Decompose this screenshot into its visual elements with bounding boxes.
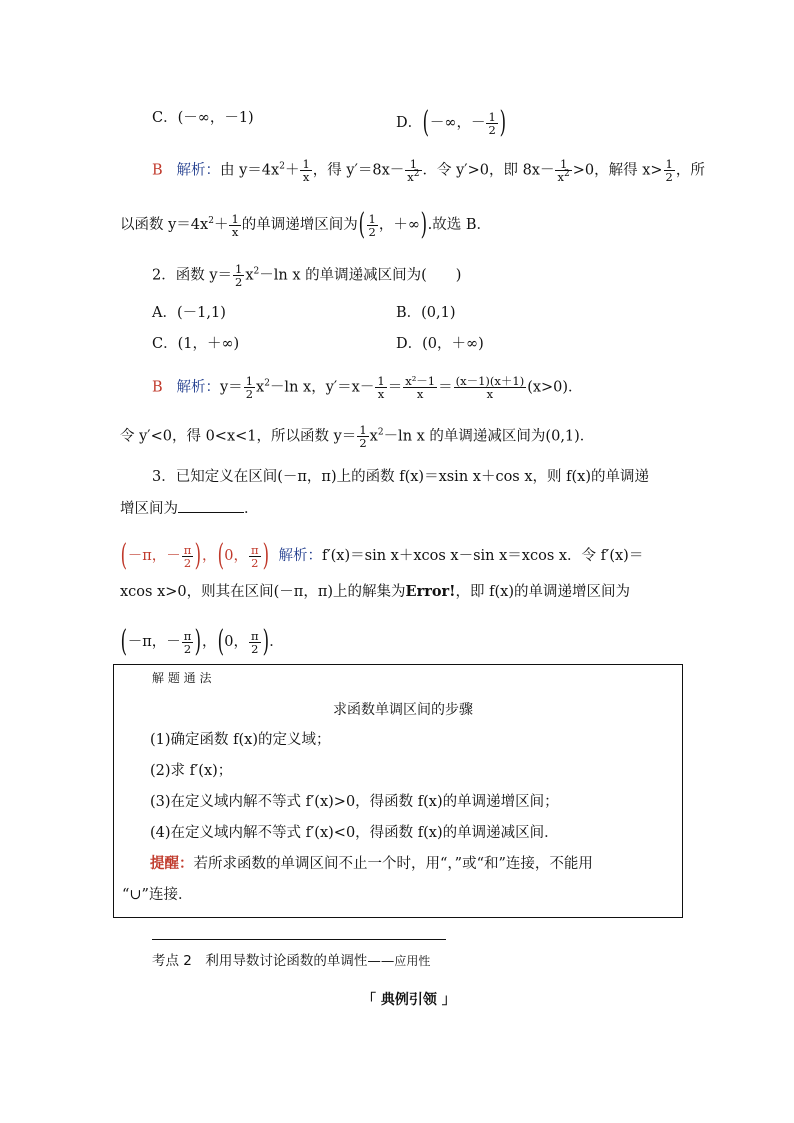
q1-option-c: C．(－∞，－1)	[152, 110, 254, 126]
q2-option-a: A．(－1,1)	[152, 305, 226, 321]
fraction-factored-over-x	[454, 375, 527, 400]
fraction-half	[244, 375, 255, 400]
right-paren: )	[262, 624, 269, 659]
numerator: 1	[555, 158, 571, 171]
numerator: 1	[302, 157, 310, 171]
q2-option-c: C．(1，＋∞)	[152, 336, 240, 352]
error-text: Error!	[405, 583, 456, 600]
text: ＝	[438, 379, 453, 396]
jiexi-label: 解析：	[278, 548, 322, 564]
box-tip-line1	[150, 854, 593, 874]
text: －ln x 的单调递减区间为(0,1)．	[383, 428, 595, 445]
fraction-1-over-x	[229, 213, 240, 238]
numerator: 1	[359, 423, 367, 437]
fraction-pi-over-2	[182, 630, 194, 655]
fraction-1-over-x2	[555, 158, 571, 183]
q3-solution-line2	[120, 582, 630, 602]
numerator: 1	[665, 157, 673, 171]
right-paren: )	[194, 624, 202, 659]
denominator: x	[231, 224, 239, 239]
right-paren: )	[499, 105, 506, 140]
tip-label: 提醒：	[150, 855, 194, 872]
fraction-1-over-x2	[405, 158, 421, 183]
text: ，	[202, 634, 217, 650]
right-paren: )	[262, 538, 269, 573]
fraction-half	[357, 424, 368, 449]
q2-stem	[152, 263, 461, 288]
denominator	[555, 171, 571, 183]
text: xcos x>0，则其在区间(－π，π)上的解集为	[120, 584, 406, 600]
numerator: π	[250, 542, 259, 557]
numerator: (x－1)(x＋1)	[455, 374, 525, 388]
numerator: 1	[231, 211, 239, 226]
box-step-3: (3)在定义域内解不等式 f′(x)>0，得函数 f(x)的单调递增区间；	[150, 794, 559, 810]
q1-solution-line2: 以函数 $y=4x^2+$ $\frac{1}{x}$ 的单调递增区间为( $\frac{1}{2}$ ，＋∞).故选 B．	[120, 207, 492, 242]
q3-solution-line3	[120, 624, 284, 659]
q2-option-d: D．(0，＋∞)	[396, 336, 484, 352]
superscript: 2	[377, 427, 384, 438]
left-paren: (	[120, 538, 128, 573]
text: 故选 B．	[432, 217, 492, 233]
kaodian-heading	[152, 951, 430, 971]
text: >0，解得 x>	[572, 162, 663, 179]
numerator: 1	[368, 211, 376, 226]
fraction-half	[486, 111, 497, 136]
answer-blank	[178, 498, 244, 513]
fraction-pi-over-2	[249, 630, 261, 655]
box-step-4: (4)在定义域内解不等式 f′(x)<0，得函数 f(x)的单调递减区间．	[150, 825, 559, 841]
box-step-1: (1)确定函数 f(x)的定义域；	[150, 732, 331, 748]
divider	[152, 939, 446, 940]
text: ．	[269, 634, 284, 650]
text: ＋	[284, 162, 300, 179]
text: ，	[202, 548, 217, 564]
text: 若所求函数的单调区间不止一个时，用“，”或“和”连接，不能用	[193, 856, 593, 872]
numerator: 1	[377, 374, 385, 388]
text: ，所	[675, 162, 705, 179]
var: x	[407, 170, 414, 184]
superscript: 2	[279, 161, 285, 172]
text: －π，－	[127, 634, 181, 650]
superscript: 2	[413, 169, 420, 180]
numerator: π	[250, 628, 259, 643]
box-title: 求函数单调区间的步骤	[333, 702, 473, 718]
box-tip-line2: “∪”连接．	[122, 887, 193, 903]
superscript: 2	[264, 378, 270, 389]
text: ＝	[387, 379, 403, 396]
q3-stem-line2	[120, 498, 259, 519]
q3-solution-line1	[120, 538, 644, 573]
q3-answer	[120, 538, 269, 573]
denominator: x	[302, 170, 310, 184]
interval-text: －∞，－	[429, 115, 486, 131]
box-step-2: (2)求 f′(x)；	[150, 763, 233, 779]
fraction-1-over-x	[300, 158, 311, 183]
box-tag: 解 题 通 法	[152, 671, 212, 685]
numerator: 1	[488, 109, 496, 124]
denominator: x	[377, 387, 385, 401]
left-paren: (	[217, 538, 224, 573]
fraction-half	[233, 263, 244, 288]
numerator: 1	[235, 262, 243, 276]
text: 令 y′>0，即 8x－	[437, 162, 555, 179]
answer-letter: B	[152, 379, 163, 396]
fraction-1-over-x	[375, 375, 386, 400]
answer-letter: B	[152, 162, 163, 179]
tag: 应用性	[394, 954, 431, 968]
q1-option-d	[396, 105, 507, 140]
q2-solution-line1: B 解析：y＝ $\frac{1}{2}$ $x^2-\ln$ x，y′＝x－ $\frac{1}{x}$ ＝ $\frac{\text{x²－1}}{x}$ ＝ $\frac{(x-1)(x+1)}{x}$ (x>0)．	[152, 374, 583, 401]
text: y＝	[219, 379, 243, 396]
denominator: 2	[251, 555, 259, 570]
superscript: 2	[563, 169, 570, 180]
dianli-heading: 「 典例引领 」	[362, 992, 456, 1008]
text: f′(x)＝sin x＋xcos x－sin x＝xcos x．令 f′(x)＝	[321, 548, 644, 564]
text: －ln x，y′＝x－	[269, 379, 375, 396]
text: 由 y＝4x	[219, 162, 280, 179]
q2-solution-line2: 令 y′<0，得 0<x<1，所以函数 y＝ $\frac{1}{2}$ $x^2-\ln$ x 的单调递减区间为(0,1)．	[120, 423, 595, 450]
text: 0，	[224, 548, 248, 564]
text: －π，－	[127, 548, 181, 564]
var: x	[245, 267, 254, 284]
denominator: x	[486, 387, 494, 401]
text: ，即 f(x)的单调递增区间为	[455, 584, 630, 600]
right-paren: )	[194, 538, 202, 573]
numerator: 1	[405, 158, 421, 171]
denominator: 2	[488, 122, 496, 137]
superscript: 2	[253, 266, 260, 277]
denominator: 2	[368, 224, 376, 239]
text: 增区间为	[120, 501, 178, 517]
denominator	[405, 171, 421, 183]
q2-option-b: B．(0,1)	[396, 305, 456, 321]
left-paren: (	[422, 105, 430, 140]
text: 2．函数 y＝	[152, 267, 233, 284]
text: －ln x 的单调递减区间为( )	[259, 267, 462, 284]
left-paren: (	[358, 207, 365, 242]
text: 以函数 y＝4x	[120, 217, 209, 233]
denominator: 2	[183, 641, 192, 656]
superscript: 2	[208, 216, 214, 227]
var: x	[557, 170, 564, 184]
denominator: 2	[245, 387, 254, 401]
text: ，＋∞	[378, 217, 420, 233]
text: ．	[244, 501, 259, 517]
right-paren: )	[420, 207, 428, 242]
denominator: 2	[251, 641, 259, 656]
q1-solution-line1: B 解析：由 $y=4x^2+$ $\frac{1}{x}$ ，得 y′＝8x－ $\frac{1}{x^2}$ ．令 y′>0，即 8x－ $\frac{1}{x^2}$ >0，解得 x> $\frac{1}{2}$ ，所	[152, 157, 705, 184]
jiexi-label: 解析：	[176, 162, 220, 179]
jiexi-label: 解析：	[176, 379, 220, 396]
option-d-label: D．	[396, 115, 423, 131]
numerator: π	[183, 542, 192, 557]
fraction-pi-over-2	[182, 544, 194, 569]
left-paren: (	[217, 624, 224, 659]
left-paren: (	[120, 624, 128, 659]
numerator: x²－1	[405, 374, 436, 388]
denominator: 2	[665, 170, 673, 184]
denominator: 2	[183, 555, 192, 570]
text: 的单调递增区间为	[241, 217, 358, 233]
text: 0，	[224, 634, 248, 650]
denominator: 2	[359, 436, 367, 450]
fraction-half	[664, 158, 675, 183]
text: (x>0)．	[527, 379, 583, 396]
fraction-half	[367, 213, 378, 238]
text: 考点 2 利用导数讨论函数的单调性	[152, 953, 368, 969]
denominator: x	[416, 387, 424, 401]
fraction-pi-over-2	[249, 544, 261, 569]
numerator: π	[183, 628, 192, 643]
denominator: 2	[235, 275, 243, 289]
text: ——	[367, 953, 395, 969]
fraction-x2-minus-1-over-x	[403, 375, 437, 400]
text: ，得 y′＝8x－	[312, 162, 405, 179]
text: 令 y′<0，得 0<x<1，所以函数 y＝	[120, 428, 357, 445]
q3-stem-line1: 3．已知定义在区间(－π，π)上的函数 f(x)＝xsin x＋cos x，则 f(x)的单调递	[152, 469, 649, 485]
numerator: 1	[245, 374, 254, 388]
